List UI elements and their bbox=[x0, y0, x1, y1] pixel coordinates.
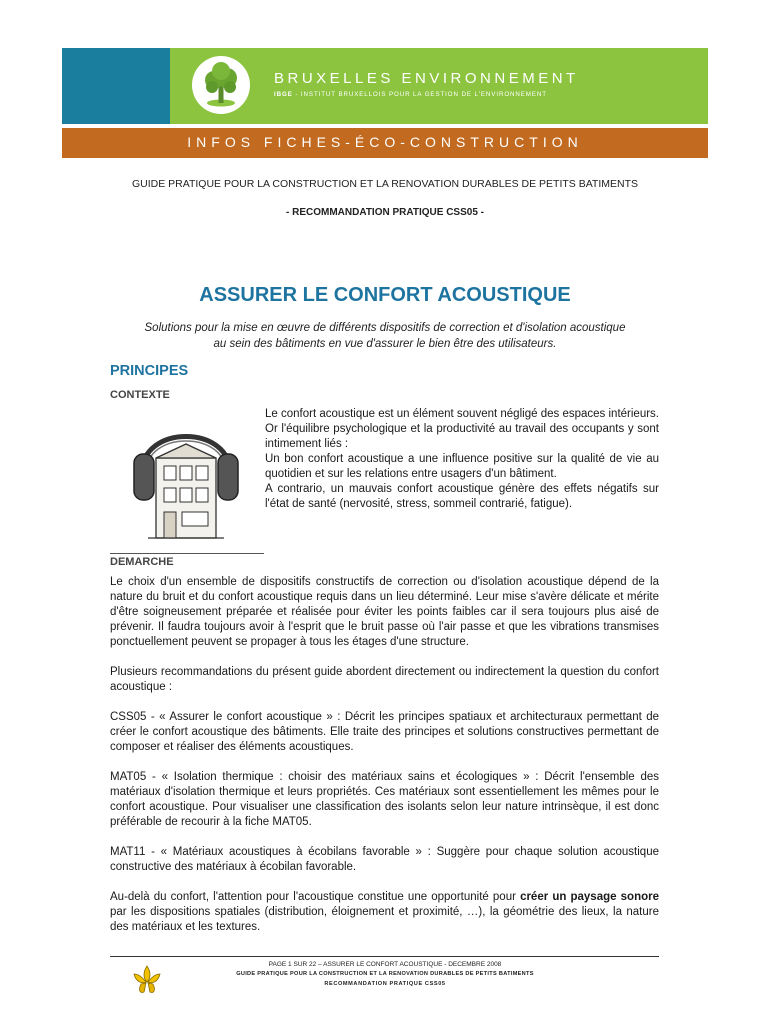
org-name: BRUXELLES ENVIRONNEMENT bbox=[274, 70, 579, 87]
recommendation-title: - RECOMMANDATION PRATIQUE CSS05 - bbox=[286, 207, 484, 218]
contexte-paragraph: Le confort acoustique est un élément souvent négligé des espaces intérieurs. Or l'équilibre psychologique et la productivité au travail des occupants y sont intimement liés : bbox=[265, 408, 659, 450]
subtitle-line-2: au sein des bâtiments en vue d'assurer le bien être des utilisateurs. bbox=[213, 338, 557, 350]
paragraph-text: par les dispositions spatiales (distribution, éloignement et proximité, …), la géométrie des lieux, la nature des matériaux et les textures. bbox=[110, 906, 659, 933]
series-title: INFOS FICHES-ÉCO-CONSTRUCTION bbox=[187, 134, 583, 150]
page-title: ASSURER LE CONFORT ACOUSTIQUE bbox=[199, 284, 571, 306]
divider bbox=[110, 553, 264, 554]
footer-divider bbox=[110, 956, 659, 957]
contexte-paragraph: A contrario, un mauvais confort acoustique génère des effets négatifs sur l'état de santé (nervosité, stress, sommeil contrarié, fatigue). bbox=[265, 483, 659, 510]
footer-recommendation: RECOMMANDATION PRATIQUE CSS05 bbox=[324, 981, 446, 987]
demarche-paragraph: MAT05 - « Isolation thermique : choisir des matériaux sains et écologiques » : Décrit l'ensemble des matériaux d'isolation thermique et leurs propriétés. Ces matériaux sont essentiellement les mêmes pour le confort acoustique. Pour visualiser une classification des isolants selon leur nature intrinsèque, il est donc préférable de recourir à la fiche MAT05. bbox=[110, 771, 659, 828]
house-with-headphones-icon bbox=[126, 414, 246, 546]
section-heading-principes: PRINCIPES bbox=[110, 363, 189, 379]
header-blue-band bbox=[62, 48, 170, 124]
org-abbr: IBGE bbox=[274, 91, 293, 98]
demarche-paragraph: Plusieurs recommandations du présent guide abordent directement ou indirectement la question du confort acoustique : bbox=[110, 666, 659, 693]
org-subtitle bbox=[274, 91, 547, 98]
demarche-paragraph: CSS05 - « Assurer le confort acoustique » : Décrit les principes spatiaux et architecturaux permettant de créer le confort acoustique des bâtiments. Elle traite des principes et solutions constructives permettant de composer et réaliser des éléments acoustiques. bbox=[110, 711, 659, 753]
footer-guide-title: GUIDE PRATIQUE POUR LA CONSTRUCTION ET LA RENOVATION DURABLES DE PETITS BATIMENTS bbox=[236, 971, 534, 977]
page-subtitle bbox=[62, 320, 708, 352]
contexte-paragraph: Un bon confort acoustique a une influence positive sur la qualité de vie au quotidien et sur les relations entre usagers d'un bâtiment. bbox=[265, 453, 659, 480]
paragraph-text: Au-delà du confort, l'attention pour l'acoustique constitue une opportunité pour bbox=[110, 891, 521, 903]
subheading-contexte: CONTEXTE bbox=[110, 389, 170, 401]
contexte-text bbox=[265, 407, 659, 512]
footer-page-info: PAGE 1 SUR 22 – ASSURER LE CONFORT ACOUSTIQUE - DECEMBRE 2008 bbox=[268, 961, 502, 968]
tree-logo-icon bbox=[192, 56, 250, 114]
demarche-paragraph: MAT11 - « Matériaux acoustiques à écobilans favorable » : Suggère pour chaque solution acoustique constructive des matériaux à écobilan favorable. bbox=[110, 846, 659, 873]
emphasis-text: créer un paysage sonore bbox=[520, 891, 659, 903]
subtitle-line-1: Solutions pour la mise en œuvre de différents dispositifs de correction et d'isolation acoustique bbox=[144, 322, 626, 334]
guide-title: GUIDE PRATIQUE POUR LA CONSTRUCTION ET LA RENOVATION DURABLES DE PETITS BATIMENTS bbox=[131, 178, 639, 190]
demarche-paragraph: Le choix d'un ensemble de dispositifs constructifs de correction ou d'isolation acoustique dépend de la nature du bruit et du confort acoustique requis dans un lieu déterminé. Leur mise s'avère délicate et mérite d'être soigneusement préparée et réalisée pour éviter les points faibles car il sera toujours plus aisé de prévenir. Il faudra toujours avoir à l'esprit que le bruit passe où l'air passe et que les vibrations transmises ponctuellement peuvent se propager à tous les étages d'une structure. bbox=[110, 576, 659, 648]
demarche-paragraph bbox=[110, 890, 659, 935]
org-subtitle-text: - INSTITUT BRUXELLOIS POUR LA GESTION DE L'ENVIRONNEMENT bbox=[292, 91, 547, 98]
demarche-text bbox=[110, 575, 659, 950]
header-banner bbox=[62, 48, 708, 158]
subheading-demarche: DEMARCHE bbox=[110, 556, 174, 568]
